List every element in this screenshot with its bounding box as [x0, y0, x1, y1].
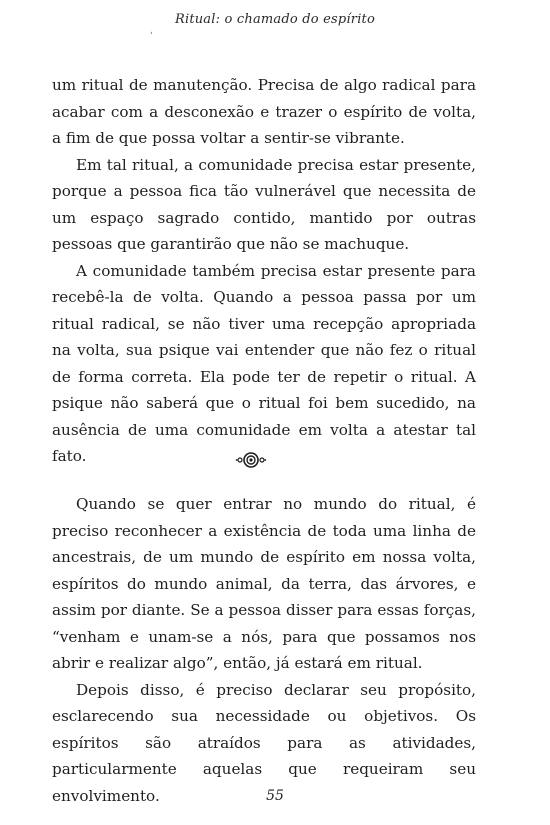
paragraph-2-2: Depois disso, é preciso declarar seu propósito, esclarecendo sua necessidade ou objetivos. Os espíritos são atraídos para as atividades, particularmente aquelas que requeiram seu envolvimento.: [52, 680, 476, 805]
scan-mark: ˌ: [150, 26, 153, 36]
paragraph-2-1: Quando se quer entrar no mundo do ritual, é preciso reconhecer a existência de toda uma linha de ancestrais, de um mundo de espírito em nossa volta, espíritos do mundo animal, da terra, das árvores, e assim por diante. Se a pessoa disser para essas forças, “venham e unam-se a nós, para que possamos nos abrir e realizar algo”, então, já estará em ritual.: [52, 495, 476, 672]
text-block-1: [52, 72, 476, 470]
text-block-2: [52, 491, 476, 809]
running-header: Ritual: o chamado do espírito: [174, 12, 376, 27]
paragraph-1-1: um ritual de manutenção. Precisa de algo radical para acabar com a desconexão e trazer o espírito de volta, a fim de que possa voltar a sentir-se vibrante.: [52, 76, 476, 147]
paragraph-1-2: Em tal ritual, a comunidade precisa estar presente, porque a pessoa fica tão vulnerável que necessita de um espaço sagrado contido, mantido por outras pessoas que garantirão que não se machuque.: [52, 155, 476, 253]
paragraph-1-3: A comunidade também precisa estar presente para recebê-la de volta. Quando a pessoa passa por um ritual radical, se não tiver uma recepção apropriada na volta, sua psique vai entender que não fez o ritual de forma correta. Ela pode ter de repetir o ritual. A psique não saberá que o ritual foi bem sucedido, na ausência de uma comunidade em volta a atestar tal fato.: [52, 261, 476, 465]
spiral-ornament-icon: [235, 450, 267, 470]
page-number: 55: [266, 788, 284, 804]
